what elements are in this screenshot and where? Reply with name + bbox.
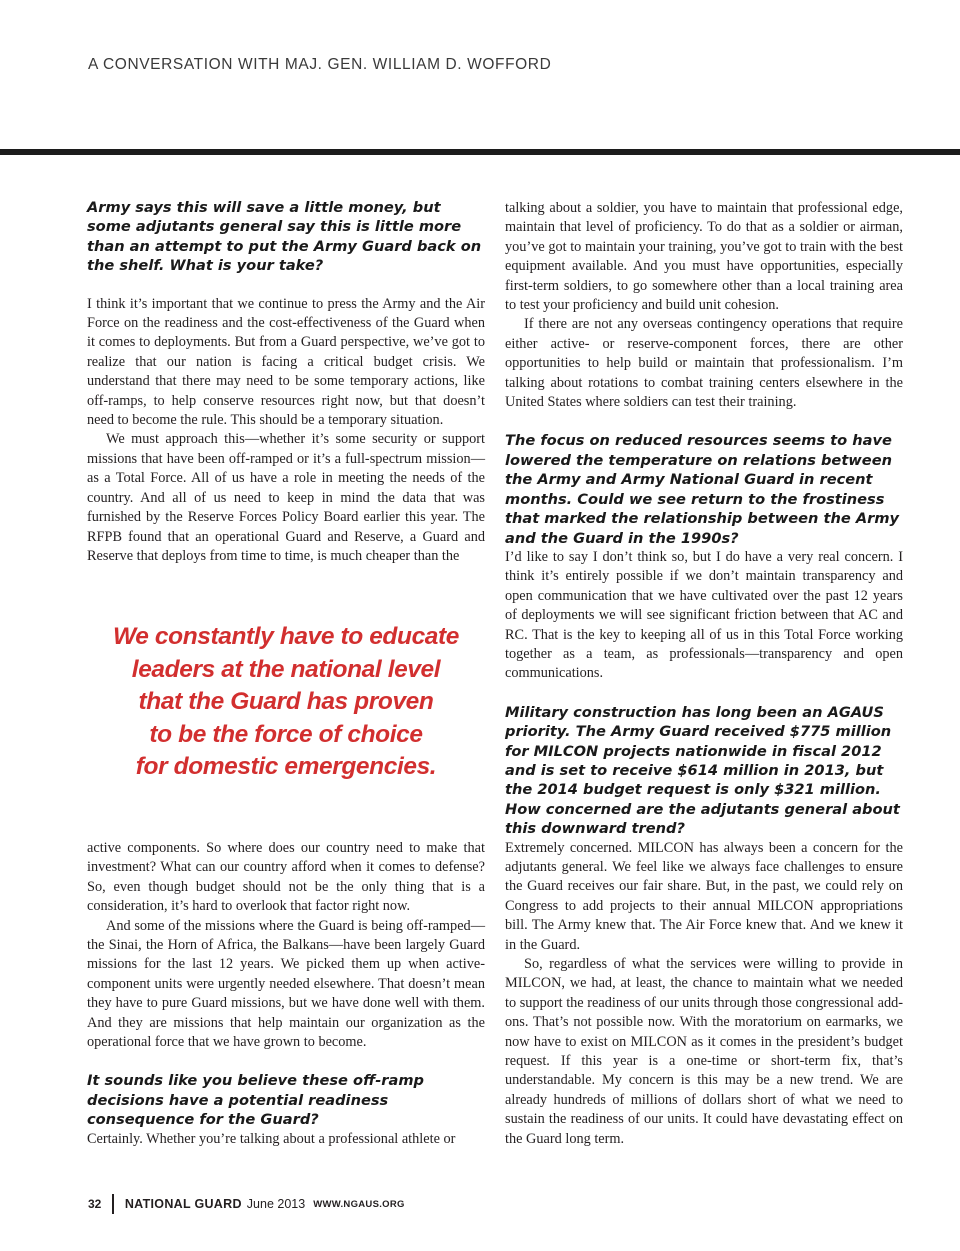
magazine-name: NATIONAL GUARD [124, 1197, 242, 1211]
pull-quote-line: leaders at the national level [131, 655, 441, 683]
page-footer [88, 1193, 405, 1215]
answer-paragraph: So, regardless of what the services were willing to provide in MILCON, we had, at least, the chance to maintain what we needed to support the readiness of our units through those congressional add-ons. That’s not possible now. With the moratorium on earmarks, we now have to exist on MILCON as it comes in the president’s budget request. If this year is a one-time or short-term fix, that’s understandable. My concern is this may be a new trend. We are already hundreds of millions of dollars short of what we need to sustain the readiness of our units. It could have devastating effect on the Guard long term. [505, 956, 903, 1147]
pull-quote-line: for domestic emergencies. [135, 753, 437, 780]
header-rule [0, 149, 960, 155]
question-off-ramps: Army says this will save a little money, but some adjutants general say this is little more than an attempt to put the Army Guard back on the shelf. What is your take? [87, 199, 482, 275]
question-readiness: It sounds like you believe these off-ramp decisions have a potential readiness consequence for the Guard? [87, 1072, 424, 1129]
question-milcon: Military construction has long been an AGAUS priority. The Army Guard received $775 million for MILCON projects nationwide in fiscal 2012 and is set to receive $614 million in 2013, but the 2014 budget request is only $321 million. How concerned are the adjutants general about this downward trend? [505, 703, 900, 838]
answer-paragraph: We must approach this—whether it’s some security or support missions that have been off-ramped or it’s a full-spectrum mission—as a Total Force. All of us have a role in meeting the needs of the country. And all of us need to keep in mind the data that was furnished by the Reserve Forces Policy Board earlier this year. The RFPB found that an operational Guard and Reserve, a Guard and Reserve that deploys from time to time, is much cheaper than the [87, 431, 485, 564]
answer-paragraph: I think it’s important that we continue to press the Army and the Air Force on the readiness and the cost-effectiveness of the Guard when it comes to deployments. But from a Guard perspective, we’ve got to realize that our nation is facing a critical budget crisis. We understand that there may need to be some temporary actions, like off-ramps, to help conserve resources right now, but that doesn’t need to become the rule. This should be a temporary situation. [87, 295, 485, 429]
pull-quote-line: to be the force of choice [149, 720, 423, 748]
right-column [505, 199, 903, 1149]
pull-quote-line: that the Guard has proven [138, 688, 434, 715]
answer-paragraph: If there are not any overseas contingency operations that require either active- or reserve-component forces, there are other opportunities to help build or maintain that professionalism. I’m talking about rotations to combat training centers elsewhere in the United States where soldiers can test their training. [505, 316, 903, 411]
left-column-top [87, 198, 485, 566]
answer-paragraph: talking about a soldier, you have to maintain that professional edge, maintain that level of proficiency. To do that as a soldier or airman, you’ve got to maintain your training, you’ve got to train with the best equipment available. And you must have opportunities, especially first-term soldiers, to go somewhere other than a local training area to test your proficiency and build unit cohesion. [505, 200, 903, 314]
website-url: WWW.NGAUS.ORG [313, 1198, 405, 1210]
answer-paragraph: I’d like to say I don’t think so, but I do have a very real concern. I think it’s entirely possible if we don’t maintain transparency and open communication that we have cultivated over the past 12 years of deployments we will see significant friction between that AC and RC. That is the key to keeping all of us in this Total Force working together as a team, as professionals—transparency and open communications. [505, 548, 903, 682]
footer-divider [112, 1194, 114, 1214]
answer-paragraph: And some of the missions where the Guard is being off-ramped—the Sinai, the Horn of Africa, the Balkans—have been largely Guard missions for the last 12 years. We picked them up when active-component units were urgently needed elsewhere. That doesn’t mean they have to pure Guard missions, but we have done well with them. And they are missions that help maintain our organization as the operational force that we have grown to become. [87, 917, 485, 1051]
running-head: A CONVERSATION WITH MAJ. GEN. WILLIAM D. WOFFORD [88, 56, 552, 73]
pull-quote [100, 621, 472, 784]
left-column-bottom [87, 839, 485, 1149]
answer-paragraph: Certainly. Whether you’re talking about a professional athlete or [87, 1130, 456, 1147]
question-relations: The focus on reduced resources seems to have lowered the temperature on relations between the Army and Army National Guard in recent months. Could we see return to the frostiness that marked the relationship between the Army and the Guard in the 1990s? [505, 432, 900, 547]
issue-date: June 2013 [246, 1197, 306, 1211]
page-number: 32 [88, 1197, 102, 1211]
answer-paragraph: active components. So where does our country need to make that investment? What can our country afford when it comes to defense? So, even though budget should not be the only thing that is a consideration, it’s hard to overlook that factor right now. [87, 840, 485, 915]
pull-quote-line: We constantly have to educate [112, 623, 460, 650]
answer-paragraph: Extremely concerned. MILCON has always been a concern for the adjutants general. We feel like we always face challenges to ensure the Guard receives our fair share. But, in the past, we could rely on Congress to add projects to their annual MILCON appropriations bill. The Army knew that. The Air Force knew that. And we knew it in the Guard. [505, 839, 903, 953]
